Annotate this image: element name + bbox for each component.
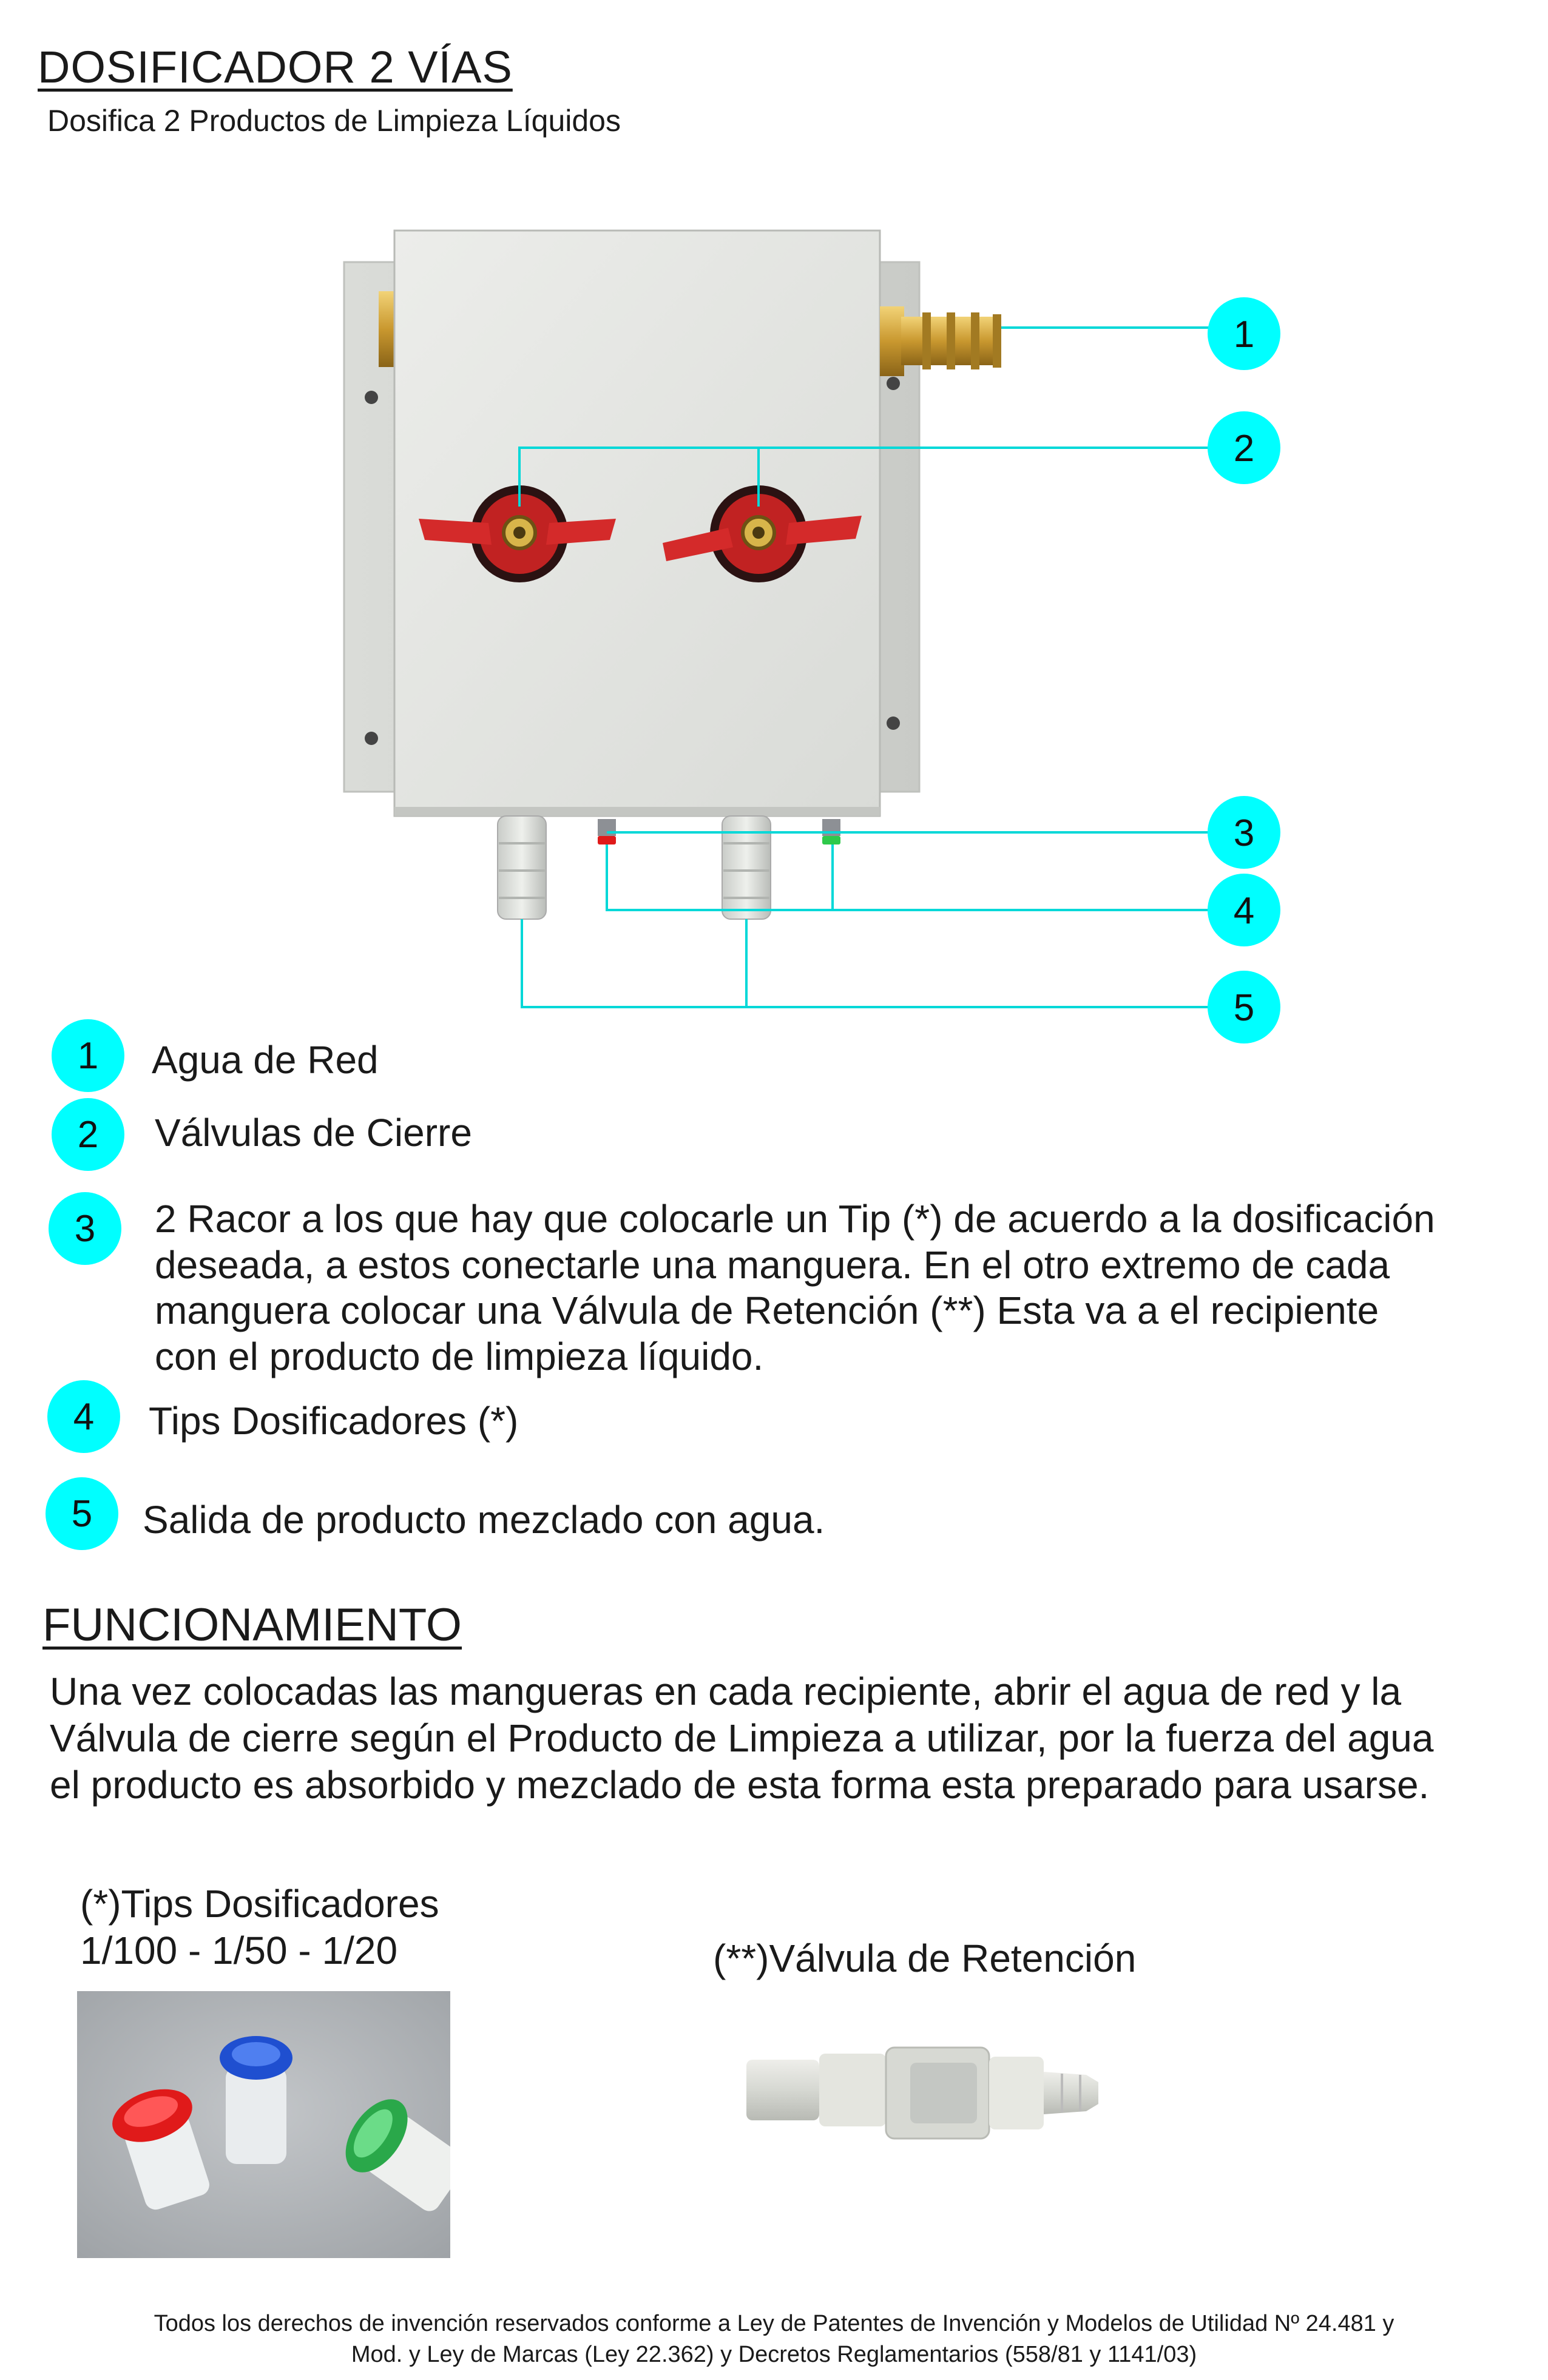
legend-text-3-line: con el producto de limpieza líquido.: [155, 1334, 764, 1378]
funcionamiento-line: Una vez colocadas las mangueras en cada recipiente, abrir el agua de red y la: [50, 1670, 1402, 1713]
footer-line2: Mod. y Ley de Marcas (Ley 22.362) y Decretos Reglamentarios (558/81 y 1141/03): [351, 2342, 1197, 2368]
callout-label: 3: [1233, 812, 1255, 854]
callout-label: 4: [1233, 890, 1255, 932]
funcionamiento-line: Válvula de cierre según el Producto de Limpieza a utilizar, por la fuerza del agua: [50, 1716, 1434, 1760]
left-brass-fitting: [379, 291, 394, 367]
legend-text-3-line: manguera colocar una Válvula de Retención (**) Esta va a el recipiente: [155, 1289, 1379, 1333]
footer-line1: Todos los derechos de invención reservados conforme a Ley de Patentes de Invención y Modelos de Utilidad Nº 24.481 y: [154, 2311, 1394, 2336]
callout-3: [1208, 796, 1280, 869]
tips-caption-line2: 1/100 - 1/50 - 1/20: [80, 1928, 398, 1972]
legend-text-3-line: deseada, a estos conectarle una manguera. En el otro extremo de cada: [155, 1242, 1390, 1287]
legal-footer: [0, 2308, 1548, 2371]
tips-caption-line1: (*)Tips Dosificadores: [80, 1882, 439, 1926]
legend-badge-3: 3: [49, 1192, 121, 1265]
callout-5: [1208, 971, 1280, 1043]
funcionamiento-title: FUNCIONAMIENTO: [42, 1599, 462, 1651]
page-title: DOSIFICADOR 2 VÍAS: [38, 42, 513, 92]
legend-text-3: [155, 1196, 1435, 1380]
legend-badge-5: 5: [46, 1477, 118, 1550]
callout-label: 5: [1233, 987, 1255, 1029]
legend-text-2: Válvulas de Cierre: [155, 1111, 472, 1155]
legend-text-5: Salida de producto mezclado con agua.: [143, 1498, 825, 1542]
legend-badge-2: 2: [52, 1098, 124, 1171]
funcionamiento-line: el producto es absorbido y mezclado de esta forma esta preparado para usarse.: [50, 1762, 1430, 1807]
callout-4: [1208, 874, 1280, 946]
legend-badge-1: 1: [52, 1019, 124, 1092]
tips-caption: [80, 1881, 439, 1974]
callout-label: 1: [1233, 314, 1255, 356]
outlet-nozzle-left: [498, 816, 546, 919]
valve-photo: [734, 2026, 1129, 2166]
water-inlet-fitting: [880, 306, 1001, 376]
valve-caption: (**)Válvula de Retención: [713, 1937, 1137, 1980]
page-subtitle: Dosifica 2 Productos de Limpieza Líquidos: [47, 104, 621, 138]
callout-label: 2: [1233, 428, 1255, 470]
legend-badge-4: 4: [47, 1380, 120, 1453]
legend-text-4: Tips Dosificadores (*): [149, 1399, 519, 1443]
tips-photo: [77, 1991, 450, 2258]
legend-text-3-line: 2 Racor a los que hay que colocarle un Tip (*) de acuerdo a la dosificación: [155, 1197, 1435, 1241]
funcionamiento-text: [50, 1668, 1433, 1808]
callout-2: [1208, 411, 1280, 484]
callout-1: [1208, 297, 1280, 370]
dosificador-diagram: [0, 0, 1548, 1068]
legend-text-1: Agua de Red: [152, 1038, 379, 1082]
